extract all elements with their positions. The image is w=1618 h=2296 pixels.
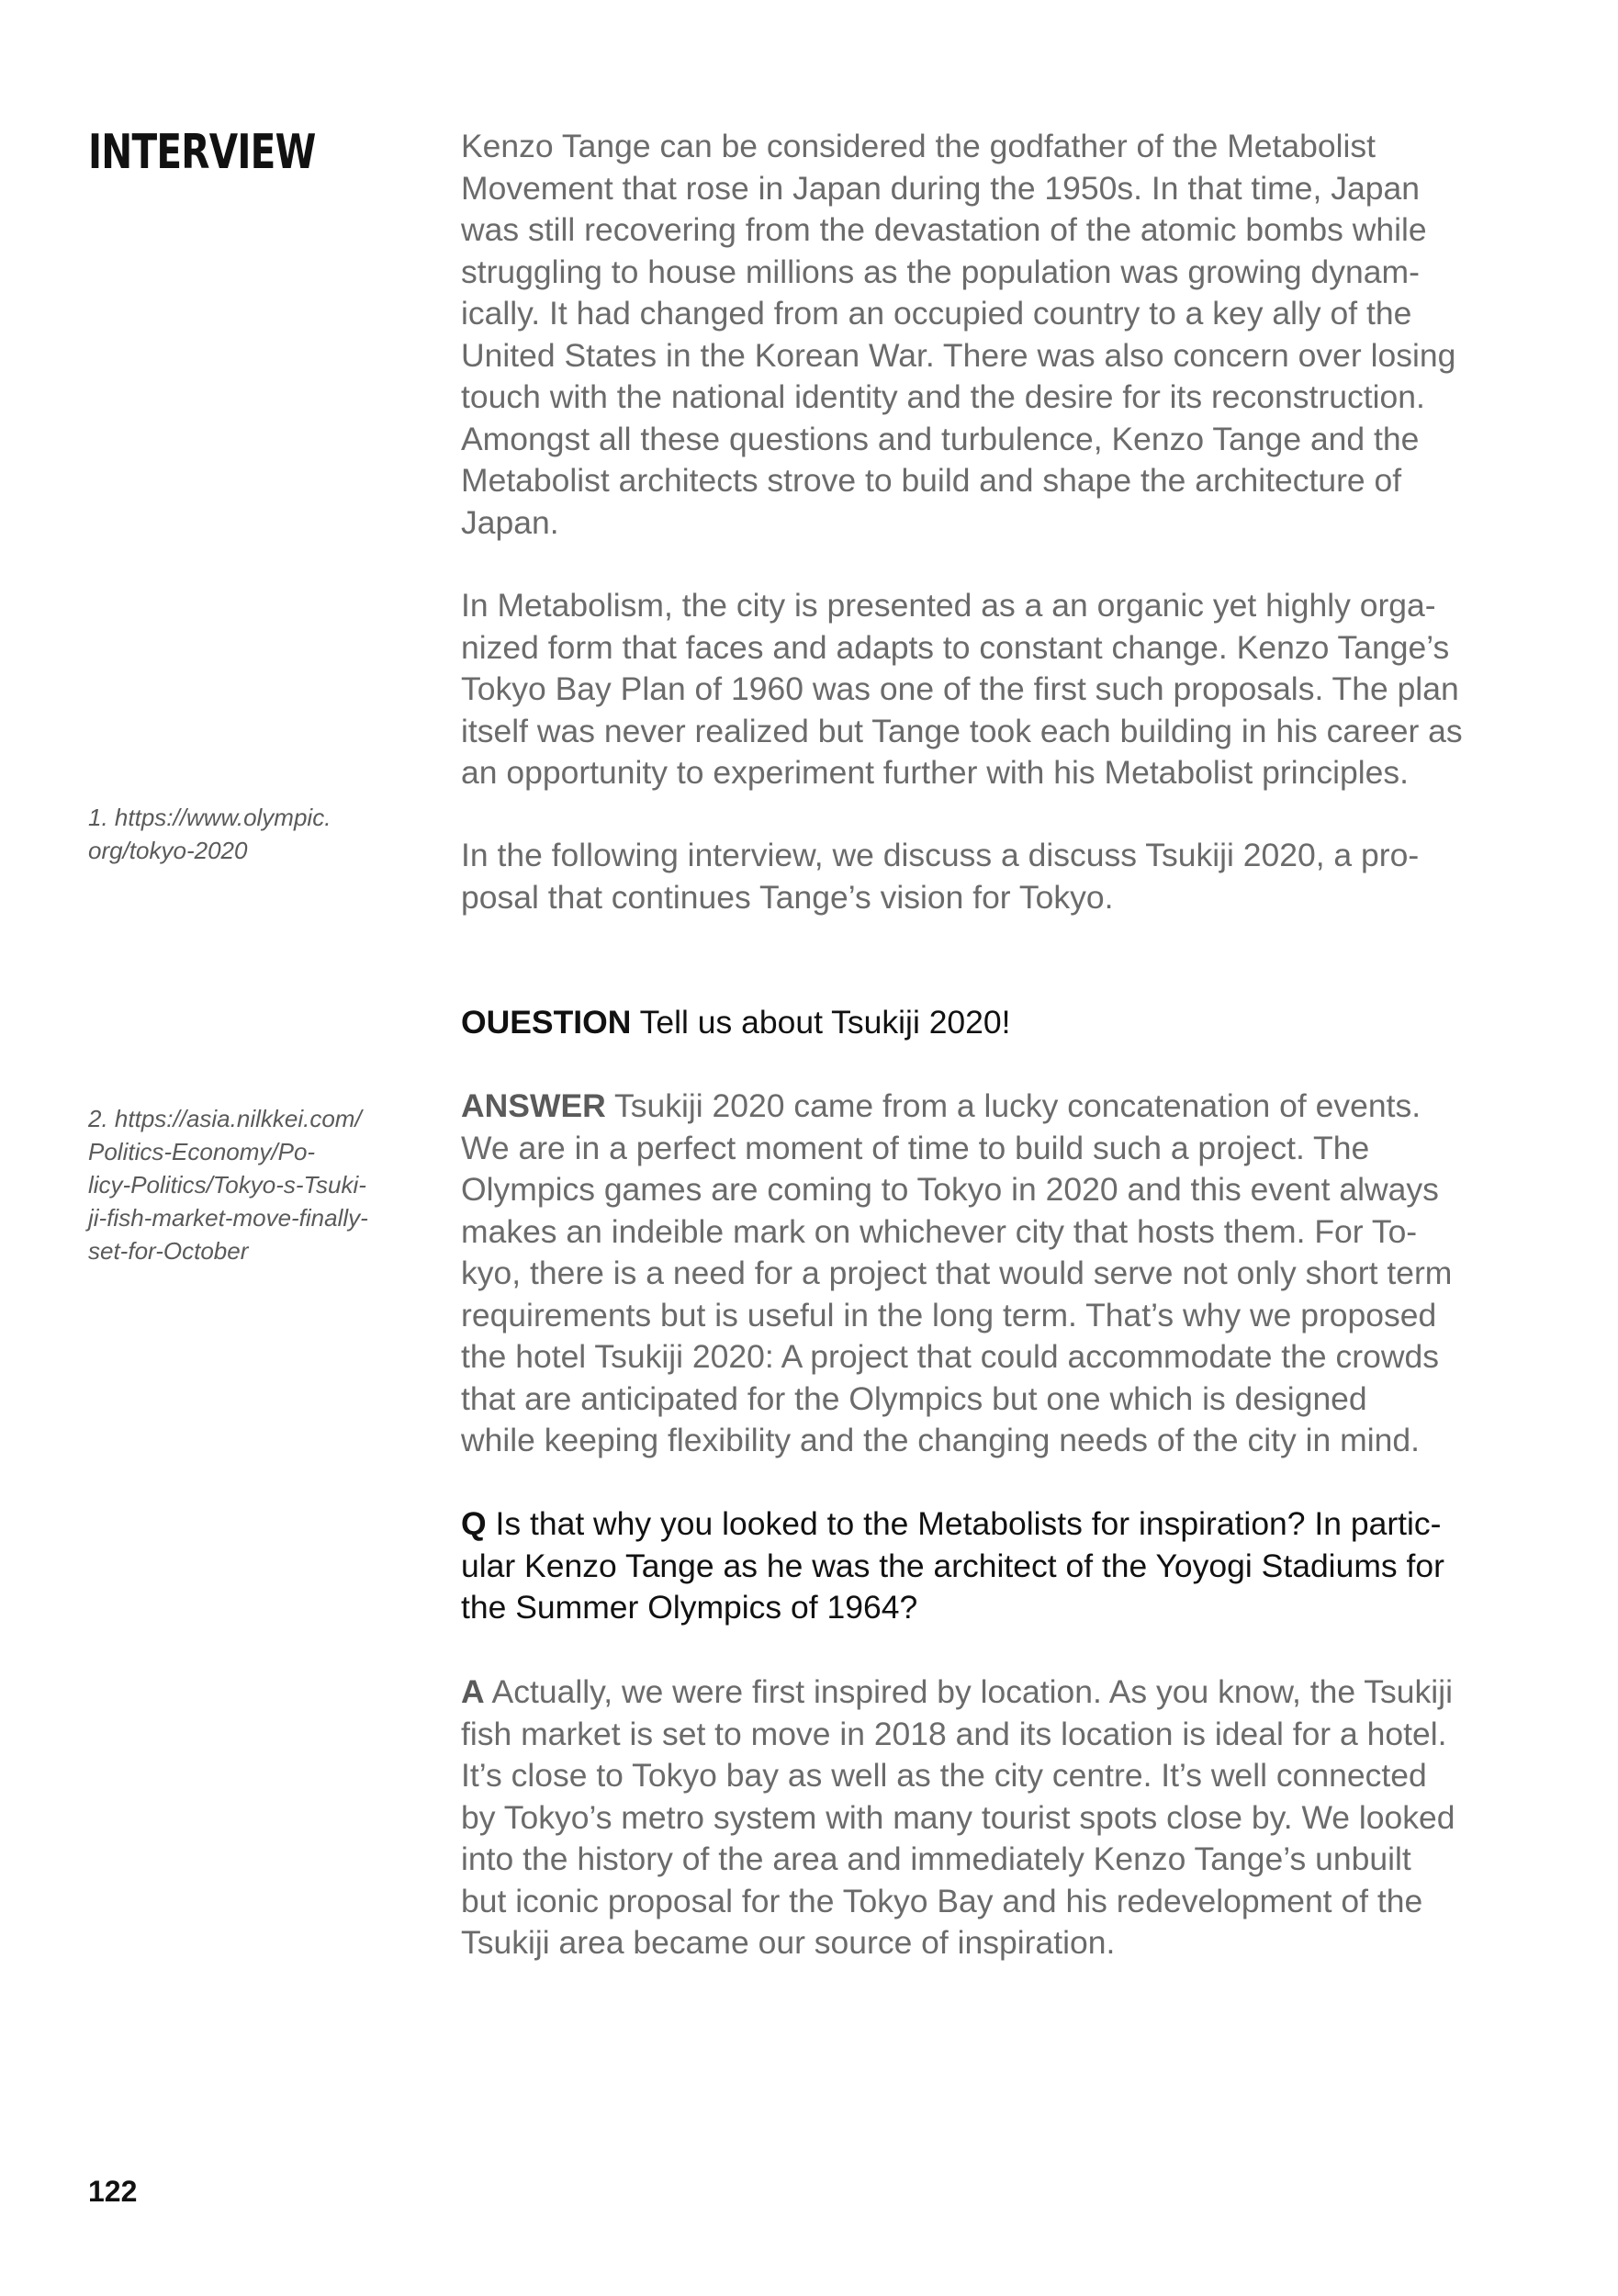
question-1-label: OUESTION bbox=[461, 1004, 632, 1041]
footnote-2: 2. https://asia.nilkkei.com/ Politics-Economy/Po- licy-Politics/Tokyo-s-Tsuki- ji-fish-market-move-finally- set-for-October bbox=[88, 1105, 368, 1265]
answer-1 bbox=[461, 1086, 1545, 1462]
question-2 bbox=[461, 1503, 1545, 1629]
answer-2 bbox=[461, 1671, 1545, 1964]
section-title: INTERVIEW bbox=[88, 125, 316, 180]
answer-1-label: ANSWER bbox=[461, 1087, 606, 1124]
intro-paragraph-3: In the following interview, we discuss a discuss Tsukiji 2020, a pro- posal that continues Tange’s vision for Tokyo. bbox=[461, 837, 1420, 916]
question-1-text: Tell us about Tsukiji 2020! bbox=[631, 1004, 1011, 1041]
page-number: 122 bbox=[88, 2175, 138, 2208]
question-1 bbox=[461, 1002, 1545, 1044]
answer-1-text: Tsukiji 2020 came from a lucky concatenation of events. We are in a perfect moment of time to build such a project. The Olympics games are coming to Tokyo in 2020 and this event always makes an indeible mark on whichever city that hosts them. For To- kyo, there is a need for a project that would serve not only short term requirements but is useful in the long term. That’s why we proposed the hotel Tsukiji 2020: A project that could accommodate the crowds that are anticipated for the Olympics but one which is designed while keeping flexibility and the changing needs of the city in mind. bbox=[461, 1087, 1453, 1458]
question-2-label: Q bbox=[461, 1505, 487, 1542]
question-2-text: Is that why you looked to the Metabolists for inspiration? In partic- ular Kenzo Tange as he was the architect of the Yoyogi Stadiums for the Summer Olympics of 1964? bbox=[461, 1505, 1444, 1626]
intro-paragraph-1: Kenzo Tange can be considered the godfather of the Metabolist Movement that rose in Japan during the 1950s. In that time, Japan was still recovering from the devastation of the atomic bombs while struggling to house millions as the population was growing dynam- ically. It had changed from an occupied country to a key ally of the United States in the Korean War. There was also concern over losing touch with the national identity and the desire for its reconstruction. Amongst all these questions and turbulence, Kenzo Tange and the Metabolist architects strove to build and shape the architecture of Japan. bbox=[461, 128, 1456, 541]
footnote-1: 1. https://www.olympic. org/tokyo-2020 bbox=[88, 804, 331, 864]
answer-2-text: Actually, we were first inspired by location. As you know, the Tsukiji fish market is set to move in 2018 and its location is ideal for a hotel. It’s close to Tokyo bay as well as the city centre. It’s well connected by Tokyo’s metro system with many tourist spots close by. We looked into the history of the area and immediately Kenzo Tange’s unbuilt but iconic proposal for the Tokyo Bay and his redevelopment of the Tsukiji area became our source of inspiration. bbox=[461, 1673, 1455, 1961]
answer-2-label: A bbox=[461, 1673, 485, 1710]
intro-paragraph-2: In Metabolism, the city is presented as a an organic yet highly orga- nized form that faces and adapts to constant change. Kenzo Tange’s Tokyo Bay Plan of 1960 was one of the first such proposals. The plan itself was never realized but Tange took each building in his career as an opportunity to experiment further with his Metabolist principles. bbox=[461, 587, 1463, 791]
